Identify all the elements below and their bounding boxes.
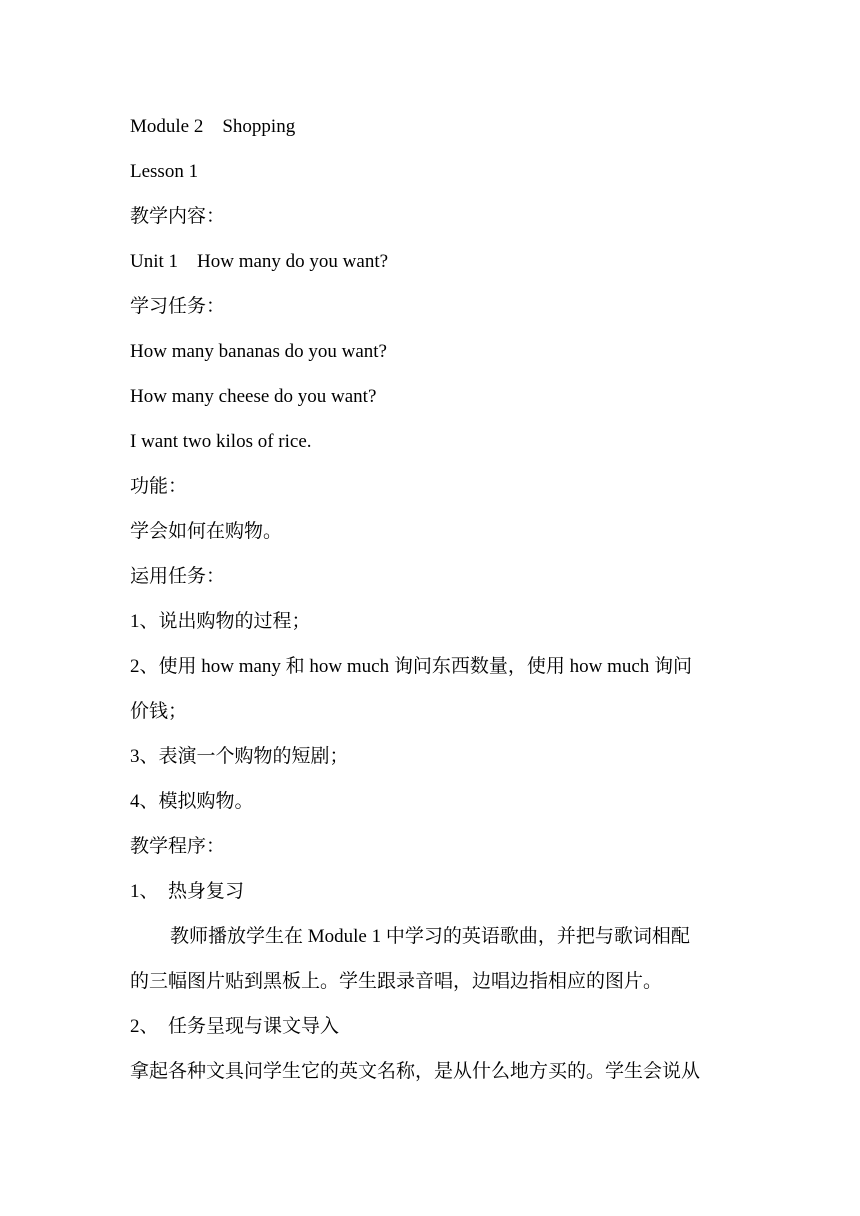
application-task-item: 1、说出购物的过程； [130,611,311,632]
procedure-heading: 教学程序： [130,836,226,857]
learning-tasks-heading: 学习任务： [130,296,226,317]
procedure-step-text: 拿起各种文具问学生它的英文名称，是从什么地方买的。学生会说从 [130,1061,701,1082]
learning-task-item: How many bananas do you want? [130,341,387,362]
learning-task-item: How many cheese do you want? [130,386,377,407]
application-task-item: 4、模拟购物。 [130,791,254,812]
teaching-content-heading: 教学内容： [130,206,226,227]
procedure-step-text: 教师播放学生在 Module 1 中学习的英语歌曲，并把与歌词相配 [170,926,690,947]
lesson-title: Lesson 1 [130,161,199,182]
procedure-step-title: 2、 任务呈现与课文导入 [130,1016,340,1037]
learning-task-item: I want two kilos of rice. [130,431,312,452]
procedure-step-text: 的三幅图片贴到黑板上。学生跟录音唱，边唱边指相应的图片。 [130,971,663,992]
application-tasks-heading: 运用任务： [130,566,226,587]
application-task-item: 2、使用 how many 和 how much 询问东西数量，使用 how much 询问 [130,656,693,677]
application-task-continuation: 价钱； [130,701,188,722]
module-title: Module 2 Shopping [130,116,296,137]
function-text: 学会如何在购物。 [130,521,283,542]
unit-title: Unit 1 How many do you want? [130,251,389,272]
procedure-step-title: 1、 热身复习 [130,881,245,902]
function-heading: 功能： [130,476,188,497]
application-task-item: 3、表演一个购物的短剧； [130,746,349,767]
